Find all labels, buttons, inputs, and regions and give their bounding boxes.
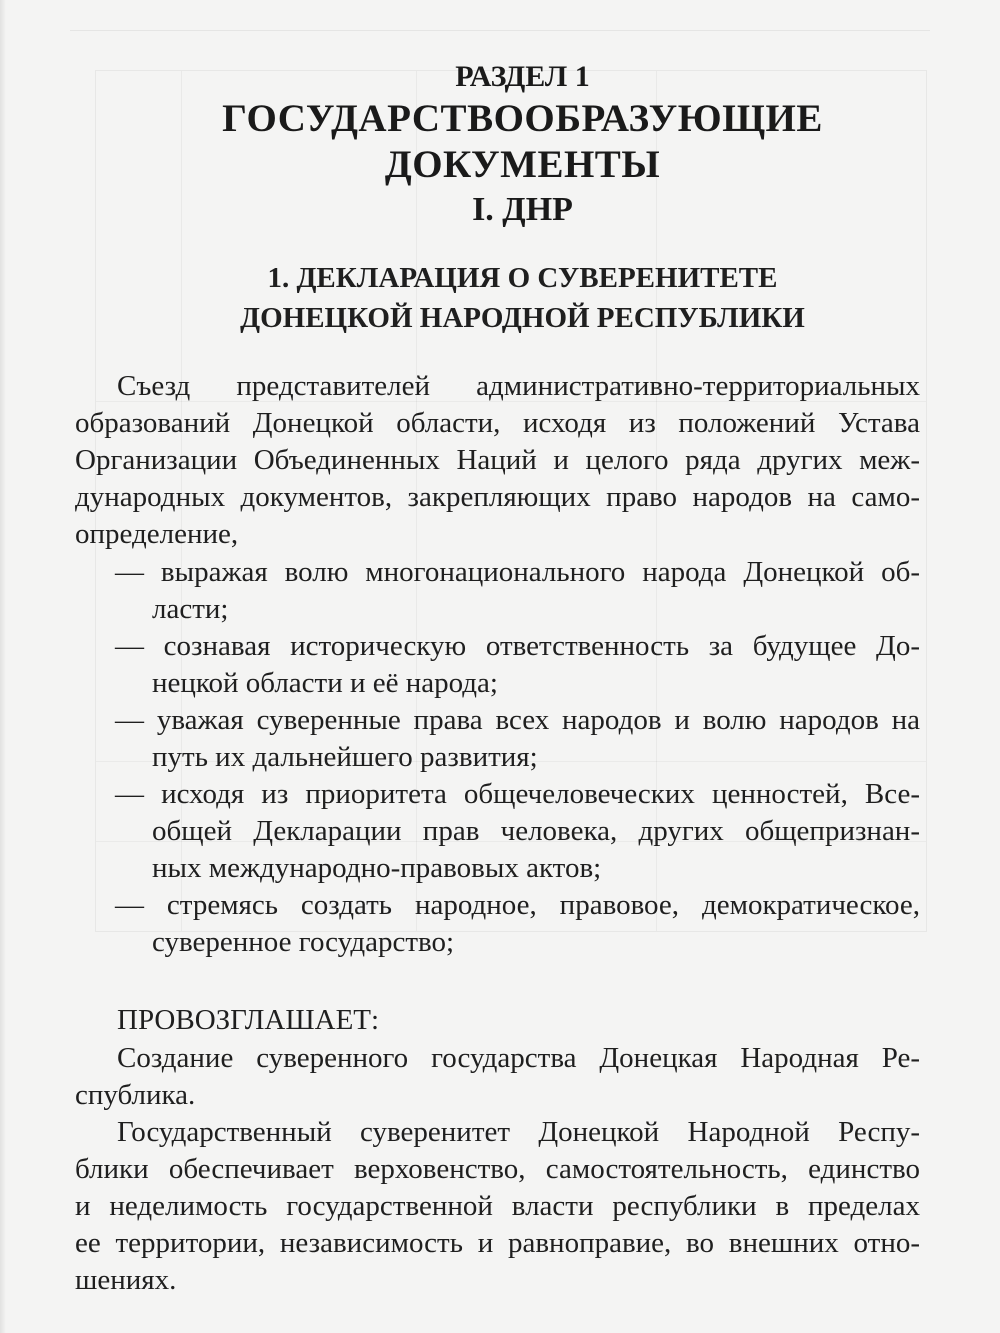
preamble-paragraph [75, 368, 920, 553]
clauses-list [75, 554, 920, 961]
text-line: спублика. [75, 1079, 196, 1111]
text-line: ласти; [152, 593, 229, 625]
text-line: шениях. [75, 1264, 177, 1296]
text-line: дународных документов, закрепляющих право народов на само- [75, 481, 920, 513]
article-heading [45, 258, 1000, 338]
header-rule [70, 30, 930, 31]
text-line: — выражая волю многонационального народа Донецкой об- [115, 556, 920, 588]
text-line: Государственный суверенитет Донецкой Народной Респу- [117, 1116, 920, 1148]
clause-item [75, 887, 920, 961]
text-line: общей Декларации прав человека, других общепризнан- [152, 815, 920, 847]
proclaims-block [75, 1002, 920, 1039]
creation-paragraph [75, 1040, 920, 1114]
text-line: путь их дальнейшего развития; [152, 741, 538, 773]
clause-item [75, 702, 920, 776]
subsection-title: I. ДНР [472, 191, 573, 228]
text-line: — уважая суверенные права всех народов и волю народов на [115, 704, 920, 736]
text-line: Съезд представителей административно-территориальных [117, 370, 920, 402]
article-title-line: ДОНЕЦКОЙ НАРОДНОЙ РЕСПУБЛИКИ [240, 302, 805, 334]
text-line: определение, [75, 518, 239, 550]
sovereignty-paragraph [75, 1114, 920, 1299]
text-line: нецкой области и её народа; [152, 667, 498, 699]
text-line: суверенное государство; [152, 926, 455, 958]
text-line: ных международно-правовых актов; [152, 852, 602, 884]
text-line: Организации Объединенных Наций и целого ряда других меж- [75, 444, 920, 476]
text-line: — сознавая историческую ответственность за будущее До- [115, 630, 920, 662]
section-title-line: ГОСУДАРСТВООБРАЗУЮЩИЕ [222, 97, 823, 140]
text-line: ее территории, независимость и равноправие, во внешних отно- [75, 1227, 920, 1259]
text-line: — стремясь создать народное, правовое, демократическое, [115, 889, 920, 921]
text-line: и неделимость государственной власти республики в пределах [75, 1190, 920, 1222]
clause-item [75, 554, 920, 628]
text-line: Создание суверенного государства Донецкая Народная Ре- [117, 1042, 920, 1074]
section-title-line: ДОКУМЕНТЫ [384, 143, 661, 186]
text-line: образований Донецкой области, исходя из положений Устава [75, 407, 920, 439]
text-line: блики обеспечивает верховенство, самостоятельность, единство [75, 1153, 920, 1185]
section-label: РАЗДЕЛ 1 [455, 60, 590, 93]
section-heading-block [0, 58, 1000, 232]
text-line: — исходя из приоритета общечеловеческих ценностей, Все- [115, 778, 920, 810]
clause-item [75, 628, 920, 702]
proclaims-label: ПРОВОЗГЛАШАЕТ: [117, 1004, 380, 1036]
article-title-line: 1. ДЕКЛАРАЦИЯ О СУВЕРЕНИТЕТЕ [267, 262, 778, 294]
clause-item [75, 776, 920, 887]
